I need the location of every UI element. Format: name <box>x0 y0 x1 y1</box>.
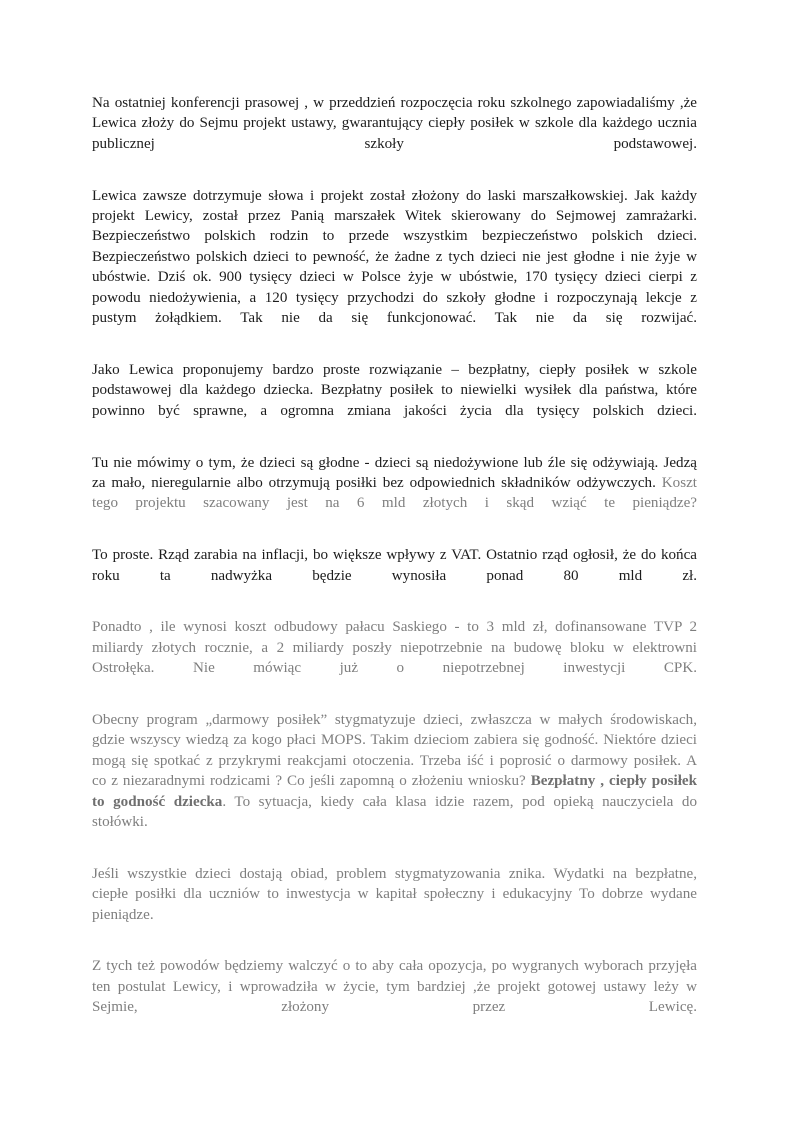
paragraph-5: To proste. Rząd zarabia na inflacji, bo większe wpływy z VAT. Ostatnio rząd ogłosił, że do końca roku ta nadwyżka będzie wynosiła ponad 80 mld zł. <box>92 547 697 584</box>
paragraph-4-run-grey: Koszt tego projektu szacowany jest na 6 mld złotych i skąd wziąć te pieniądze? <box>92 474 697 512</box>
paragraph-7 <box>92 710 697 853</box>
document-body <box>92 93 697 1038</box>
paragraph-3: Jako Lewica proponujemy bardzo proste rozwiązanie – bezpłatny, ciepły posiłek w szkole podstawowej dla każdego dziecka. Bezpłatny posiłek to niewielki wysiłek dla państwa, które powinno być sprawne, a ogromna zmiana jakości życia dla tysięcy polskich dzieci. <box>92 361 697 419</box>
paragraph-4 <box>92 453 697 535</box>
paragraph-9: Z tych też powodów będziemy walczyć o to aby cała opozycja, po wygranych wyborach przyjęła ten postulat Lewicy, i wprowadziła w życie, tym bardziej ,że projekt gotowej ustawy leży w Sejmie, złożony przez Lewicę. <box>92 958 697 1016</box>
paragraph-1: Na ostatniej konferencji prasowej , w przeddzień rozpoczęcia roku szkolnego zapowiadaliśmy ,że Lewica złoży do Sejmu projekt ustawy, gwarantujący ciepły posiłek w szkole dla każdego ucznia publicznej szkoły podstawowej. <box>92 95 697 152</box>
paragraph-4-run-dark: Tu nie mówimy o tym, że dzieci są głodne - dzieci są niedożywione lub źle się odżywiają. Jedzą za mało, nieregularnie albo otrzymują posiłki bez odpowiednich składników odżywczych. <box>92 454 697 491</box>
paragraph-7-run-bold: Bezpłatny , ciepły posiłek to godność dziecka <box>92 773 697 810</box>
paragraph-2: Lewica zawsze dotrzymuje słowa i projekt został złożony do laski marszałkowskiej. Jak każdy projekt Lewicy, został przez Panią marszałek Witek skierowany do Sejmowej zamrażarki. Bezpieczeństwo polskich rodzin to przede wszystkim bezpieczeństwo polskich dzieci. Bezpieczeństwo polskich dzieci to pewność, że żadne z tych dzieci nie jest głodne i nie żyje w ubóstwie. Dziś ok. 900 tysięcy dzieci w Polsce żyje w ubóstwie, 170 tysięcy dzieci cierpi z powodu niedożywienia, a 120 tysięcy przychodzi do szkoły głodne i rozpoczynają lekcje z pustym żołądkiem. Tak nie da się funkcjonować. Tak nie da się rozwijać. <box>92 187 697 327</box>
paragraph-7-run-grey-start: Obecny program „darmowy posiłek” stygmatyzuje dzieci, zwłaszcza w małych środowiskach, gdzie wszyscy wiedzą za kogo płaci MOPS. Takim dzieciom zabiera się godność. Niektóre dzieci mogą się spotkać z przykrymi reakcjami otoczenia. Trzeba iść i poprosić o darmowy posiłek. A co z niezaradnymi rodzicami ? Co jeśli zapomną o złożeniu wniosku? <box>92 711 697 790</box>
paragraph-6: Ponadto , ile wynosi koszt odbudowy pałacu Saskiego - to 3 mld zł, dofinansowane TVP 2 miliardy złotych rocznie, a 2 miliardy poszły niepotrzebnie na budowę bloku w elektrowni Ostrołęka. Nie mówiąc już o niepotrzebnej inwestycji CPK. <box>92 619 697 677</box>
paragraph-7-run-grey-end: . To sytuacja, kiedy cała klasa idzie razem, pod opieką nauczyciela do stołówki. <box>92 793 698 830</box>
paragraph-8: Jeśli wszystkie dzieci dostają obiad, problem stygmatyzowania znika. Wydatki na bezpłatne, ciepłe posiłki dla uczniów to inwestycja w kapitał społeczny i edukacyjny To dobrze wydane pieniądze. <box>92 865 697 923</box>
